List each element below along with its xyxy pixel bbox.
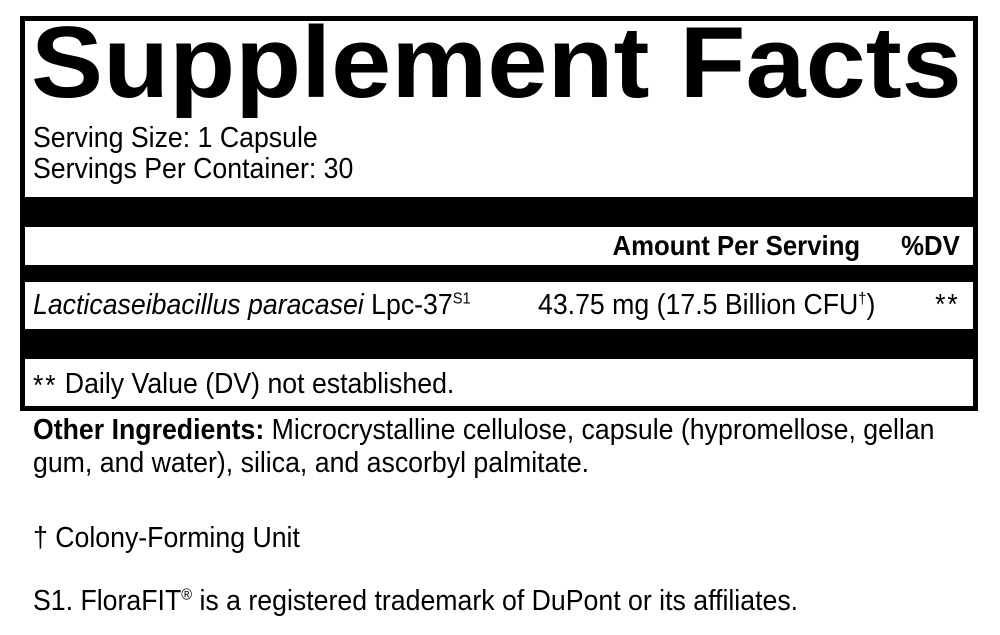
serving-size-text: Serving Size: 1 Capsule <box>33 122 318 154</box>
other-ingredients-line1 <box>33 414 935 447</box>
supplement-facts-panel <box>20 7 978 411</box>
trademark-note <box>33 586 983 617</box>
notes-section <box>33 414 983 617</box>
dv-footnote-line <box>33 368 455 402</box>
column-headers <box>33 227 960 265</box>
servings-per-container <box>33 154 960 185</box>
dv-footnote <box>33 359 960 406</box>
ingredient-amount-close: ) <box>866 289 876 321</box>
dv-footnote-marker: ** <box>33 370 58 402</box>
panel-title: Supplement Facts <box>31 7 962 119</box>
trademark-note-suffix: is a registered trademark of DuPont or its affiliates. <box>192 585 799 617</box>
ingredient-name-italic: Lacticaseibacillus paracasei <box>33 289 364 321</box>
serving-size <box>33 123 960 154</box>
ingredient-amount <box>538 290 875 320</box>
ingredient-name-plain: Lpc-37 <box>363 289 453 321</box>
other-ingredients-label: Other Ingredients: <box>33 414 265 446</box>
cfu-dagger-superscript: † <box>858 290 867 308</box>
separator-bar-thick-top <box>25 197 973 227</box>
amount-per-serving-header: Amount Per Serving <box>612 230 861 261</box>
dv-footnote-text: Daily Value (DV) not established. <box>64 368 455 400</box>
separator-bar-thin <box>25 265 973 282</box>
cfu-footnote-text: † Colony-Forming Unit <box>33 522 300 554</box>
other-ingredients <box>33 414 983 480</box>
ingredient-dv-value: ** <box>935 289 960 321</box>
separator-bar-thick-bottom <box>25 329 973 359</box>
other-ingredients-line2: gum, and water), silica, and ascorbyl palmitate. <box>33 447 590 479</box>
ingredient-name <box>33 290 471 320</box>
ingredient-row <box>33 282 960 329</box>
dv-header: %DV <box>901 230 960 261</box>
cfu-footnote <box>33 523 983 554</box>
servings-per-container-text: Servings Per Container: 30 <box>33 153 354 185</box>
other-ingredients-line1-text: Microcrystalline cellulose, capsule (hypromellose, gellan <box>264 414 935 446</box>
registered-mark: ® <box>181 586 193 604</box>
ingredient-amount-text: 43.75 mg (17.5 Billion CFU <box>537 289 859 321</box>
trademark-note-line <box>33 586 798 617</box>
ingredient-name-superscript: S1 <box>452 290 471 308</box>
serving-info <box>33 123 960 185</box>
trademark-note-prefix: S1. FloraFIT <box>33 585 182 617</box>
